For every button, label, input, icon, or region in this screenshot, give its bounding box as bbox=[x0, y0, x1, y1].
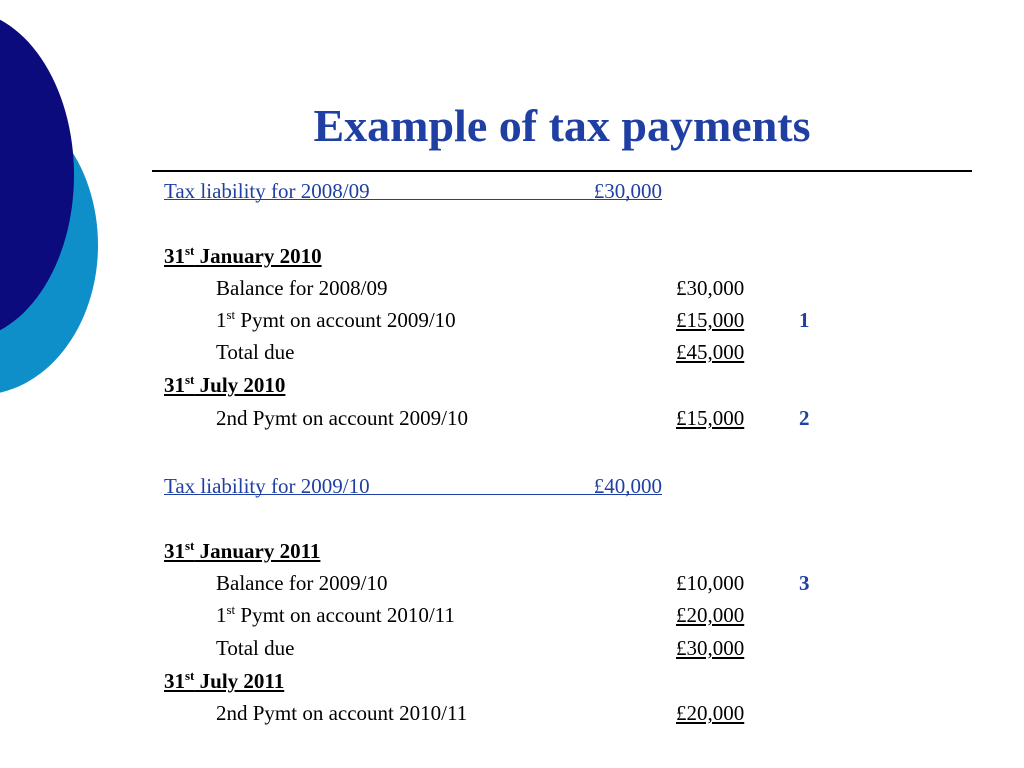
liability-underline bbox=[164, 494, 662, 495]
section-heading-jul-2010 bbox=[0, 370, 1024, 400]
line-item-label: Pymt on account 2010/11 bbox=[235, 603, 455, 627]
section-heading-jan-2011 bbox=[0, 536, 1024, 566]
title-divider bbox=[152, 170, 972, 172]
payment-marker: 2 bbox=[799, 406, 810, 430]
line-item-label-prefix: 1 bbox=[216, 603, 227, 627]
heading-ordinal: st bbox=[185, 243, 195, 258]
line-item-ordinal: st bbox=[226, 602, 236, 617]
liability-underline bbox=[164, 199, 662, 200]
line-item-amount: £15,000 bbox=[676, 308, 745, 332]
line-item-amount: £10,000 bbox=[676, 571, 745, 595]
heading-month-year: July 2010 bbox=[194, 373, 286, 397]
slide-title: Example of tax payments bbox=[313, 100, 811, 151]
line-item-label: Balance for 2009/10 bbox=[216, 571, 388, 595]
payment-marker: 3 bbox=[799, 571, 810, 595]
line-item-label: 2nd Pymt on account 2009/10 bbox=[216, 406, 468, 430]
heading-month-year: January 2011 bbox=[194, 539, 321, 563]
heading-day: 31 bbox=[164, 373, 185, 397]
heading-ordinal: st bbox=[185, 538, 195, 553]
liability-amount: £40,000 bbox=[593, 474, 662, 498]
line-item-amount: £20,000 bbox=[676, 701, 745, 725]
line-item-total bbox=[0, 633, 1024, 663]
section-heading-jan-2010 bbox=[0, 241, 1024, 271]
line-item-amount: £15,000 bbox=[676, 406, 745, 430]
heading-ordinal: st bbox=[185, 372, 195, 387]
line-item-label: Pymt on account 2009/10 bbox=[235, 308, 456, 332]
liability-label: Tax liability for 2008/09 bbox=[164, 179, 370, 203]
heading-ordinal: st bbox=[185, 668, 195, 683]
total-amount: £45,000 bbox=[676, 340, 745, 364]
liability-label: Tax liability for 2009/10 bbox=[164, 474, 370, 498]
line-item-label: Total due bbox=[216, 636, 295, 660]
heading-day: 31 bbox=[164, 669, 185, 693]
line-item-label: 2nd Pymt on account 2010/11 bbox=[216, 701, 468, 725]
line-item-amount: £30,000 bbox=[676, 276, 745, 300]
line-item-label: Total due bbox=[216, 340, 295, 364]
heading-month-year: January 2010 bbox=[194, 244, 322, 268]
line-item bbox=[0, 403, 1024, 433]
line-item bbox=[0, 698, 1024, 728]
line-item bbox=[0, 600, 1024, 630]
total-amount: £30,000 bbox=[676, 636, 745, 660]
line-item-total bbox=[0, 337, 1024, 367]
payment-marker: 1 bbox=[799, 308, 810, 332]
section-heading-jul-2011 bbox=[0, 666, 1024, 696]
line-item bbox=[0, 568, 1024, 598]
heading-month-year: July 2011 bbox=[194, 669, 285, 693]
line-item-label: Balance for 2008/09 bbox=[216, 276, 388, 300]
line-item-amount: £20,000 bbox=[676, 603, 745, 627]
heading-day: 31 bbox=[164, 244, 185, 268]
heading-day: 31 bbox=[164, 539, 185, 563]
liability-amount: £30,000 bbox=[593, 179, 662, 203]
line-item-ordinal: st bbox=[226, 307, 236, 322]
line-item-label-prefix: 1 bbox=[216, 308, 227, 332]
liability-row-2008-09 bbox=[0, 176, 1024, 206]
liability-row-2009-10 bbox=[0, 471, 1024, 501]
line-item bbox=[0, 273, 1024, 303]
line-item bbox=[0, 305, 1024, 335]
